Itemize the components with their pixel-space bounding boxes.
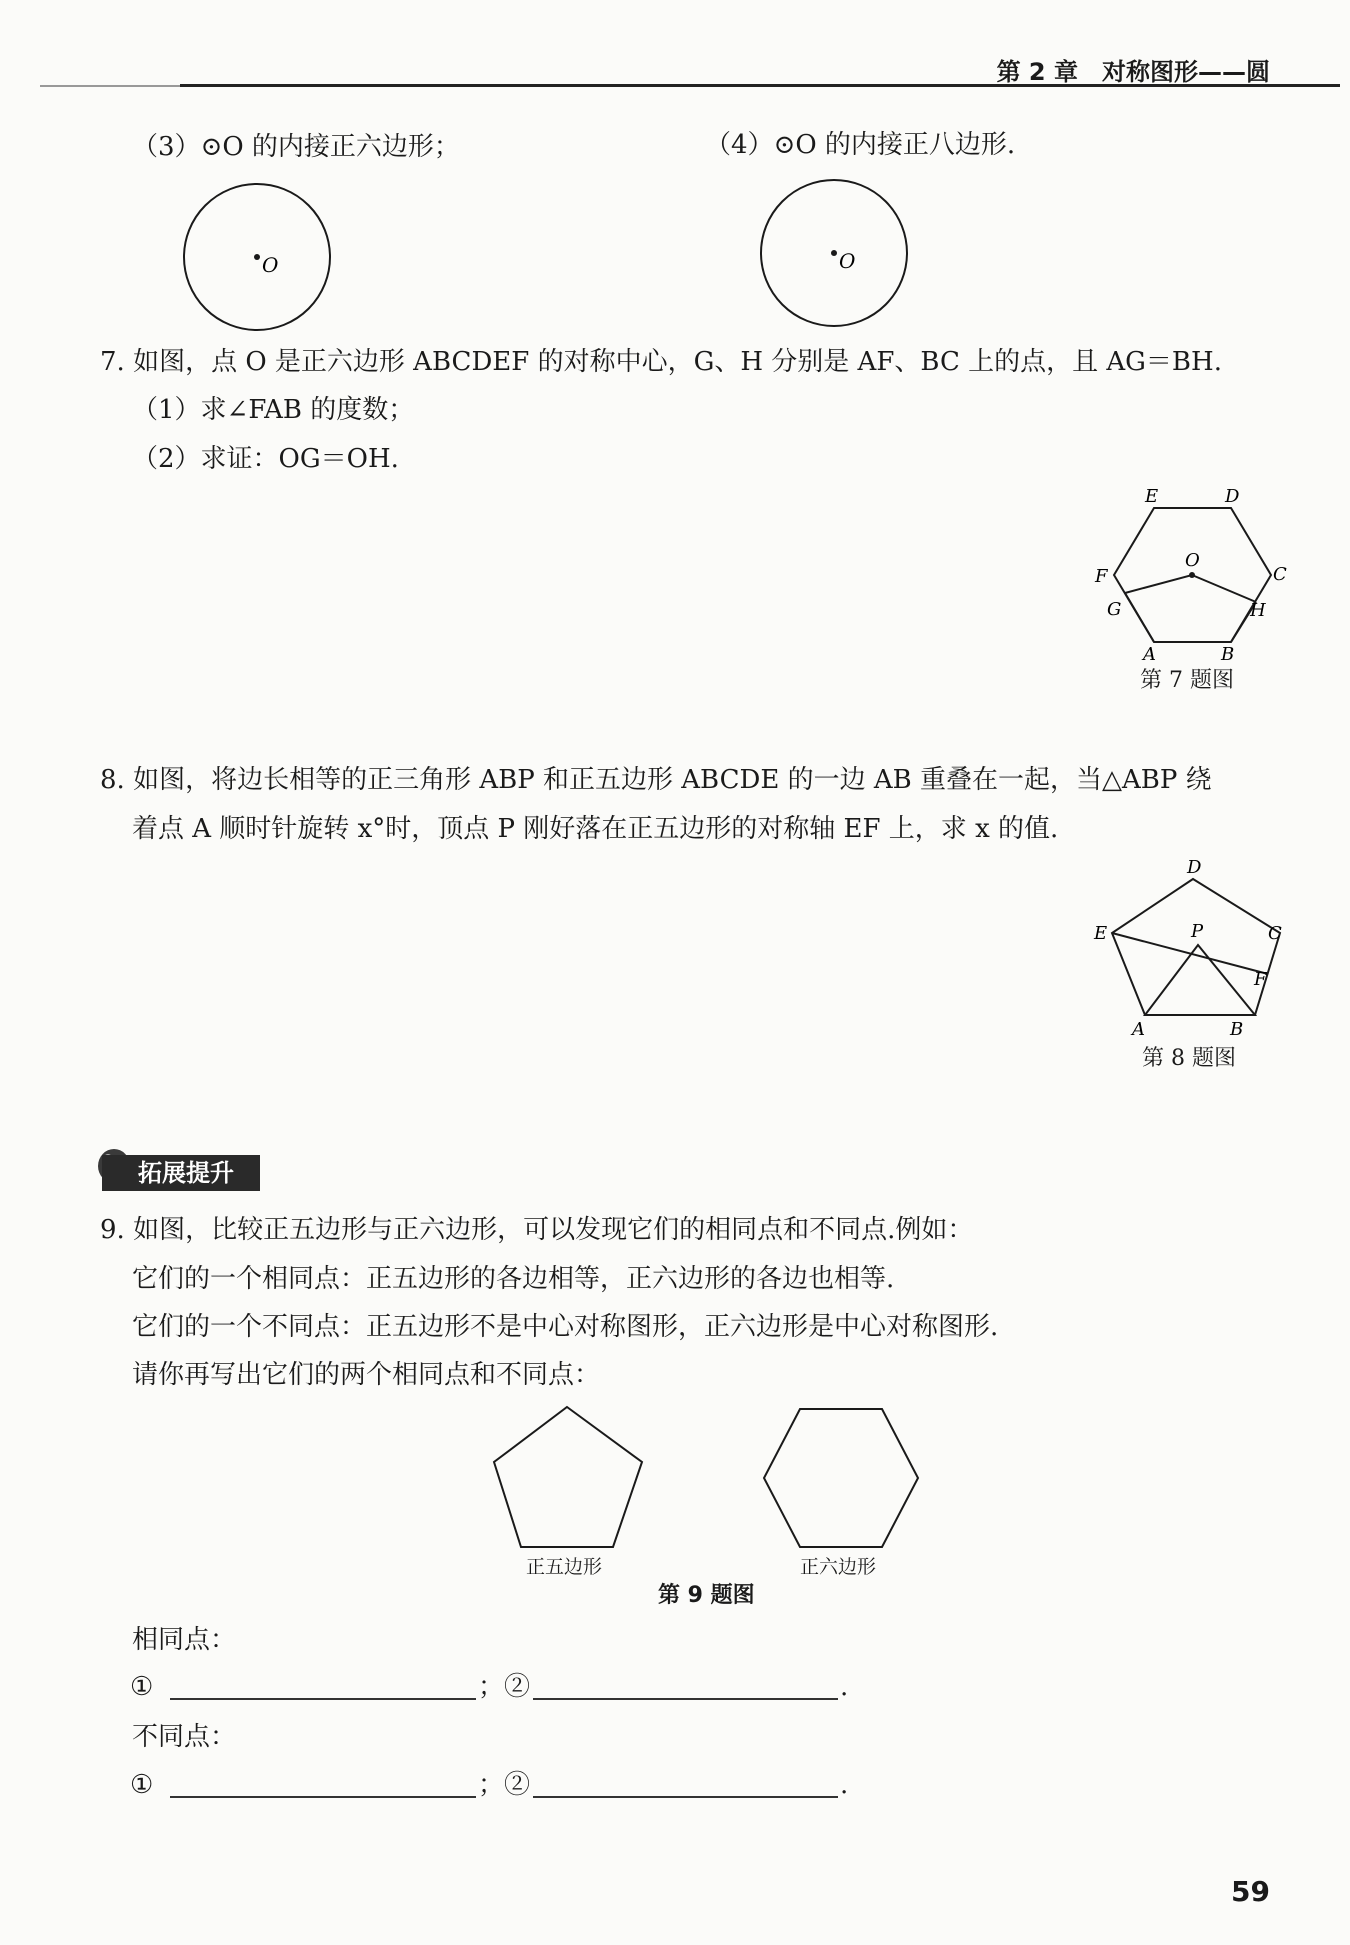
label-h: H xyxy=(1250,600,1266,621)
pentagon-label: 正五边形 xyxy=(526,1556,603,1578)
diff-points-label: 不同点： xyxy=(132,1722,237,1752)
segments-og-oh xyxy=(1125,575,1256,602)
diff-answer-blank-2[interactable] xyxy=(533,1796,838,1798)
label-b: B xyxy=(1221,644,1235,665)
label-d: D xyxy=(1225,486,1240,507)
header-rule-fade xyxy=(40,85,180,87)
same-end: . xyxy=(840,1672,849,1702)
label-c: C xyxy=(1273,564,1287,585)
diff-end: . xyxy=(840,1770,849,1800)
diff-answer-blank-1[interactable] xyxy=(170,1796,476,1798)
center-label: O xyxy=(839,249,856,273)
q9-line1: 9. 如图，比较正五边形与正六边形，可以发现它们的相同点和不同点.例如： xyxy=(100,1215,974,1245)
q7-stem: 7. 如图，点 O 是正六边形 ABCDEF 的对称中心，G、H 分别是 AF、BC 上的点，且 AG＝BH. xyxy=(100,347,1222,377)
q9-line2: 它们的一个相同点：正五边形的各边相等，正六边形的各边也相等. xyxy=(132,1264,895,1294)
axis-ef xyxy=(1112,933,1268,974)
same-mark-2: ；② xyxy=(478,1672,531,1702)
label-d: D xyxy=(1187,857,1202,878)
label-b: B xyxy=(1230,1019,1244,1040)
q7-caption: 第 7 题图 xyxy=(1140,668,1234,693)
same-points-label: 相同点： xyxy=(132,1625,237,1655)
q7-hexagon-figure xyxy=(1085,480,1295,680)
hexagon-label: 正六边形 xyxy=(800,1556,877,1578)
q9-hexagon-figure xyxy=(758,1405,928,1555)
diff-mark-1: ① xyxy=(130,1770,154,1800)
q8-line1: 8. 如图，将边长相等的正三角形 ABP 和正五边形 ABCDE 的一边 AB 重叠在一起，当△ABP 绕 xyxy=(100,765,1212,795)
label-c: C xyxy=(1268,923,1282,944)
label-e: E xyxy=(1094,923,1108,944)
regular-hexagon xyxy=(764,1409,918,1547)
chapter-title: 第 2 章 对称图形——圆 xyxy=(996,58,1270,86)
regular-pentagon xyxy=(494,1407,642,1547)
q6-part4-text: （4）⊙O 的内接正八边形. xyxy=(705,130,1016,160)
same-mark-1: ① xyxy=(130,1672,154,1702)
diff-mark-2: ；② xyxy=(478,1770,531,1800)
q8-pentagon-figure xyxy=(1090,855,1300,1045)
label-f: F xyxy=(1095,566,1108,587)
q8-line2: 着点 A 顺时针旋转 x°时，顶点 P 刚好落在正五边形的对称轴 EF 上，求 x 的值. xyxy=(132,814,1059,844)
label-p: P xyxy=(1191,921,1204,942)
header-rule xyxy=(180,84,1340,87)
q7-sub1: （1）求∠FAB 的度数； xyxy=(132,395,415,425)
center-dot xyxy=(831,250,837,256)
label-e: E xyxy=(1145,486,1159,507)
q9-pentagon-figure xyxy=(485,1400,655,1560)
section-title-badge: 拓展提升 xyxy=(102,1155,260,1191)
q9-line4: 请你再写出它们的两个相同点和不同点： xyxy=(132,1360,601,1390)
q6-part3-text: （3）⊙O 的内接正六边形； xyxy=(132,132,460,162)
same-answer-blank-1[interactable] xyxy=(170,1698,476,1700)
label-o: O xyxy=(1185,550,1200,571)
label-a: A xyxy=(1143,644,1156,665)
q9-caption: 第 9 题图 xyxy=(658,1583,755,1608)
q9-line3: 它们的一个不同点：正五边形不是中心对称图形，正六边形是中心对称图形. xyxy=(132,1312,999,1342)
same-answer-blank-2[interactable] xyxy=(533,1698,838,1700)
q7-sub2: （2）求证：OG＝OH. xyxy=(132,444,399,474)
label-a: A xyxy=(1132,1019,1145,1040)
q6-circle-figure-3 xyxy=(178,180,338,340)
label-f: F xyxy=(1254,969,1267,990)
q6-circle-figure-4 xyxy=(755,178,915,338)
page-number: 59 xyxy=(1231,1875,1270,1908)
center-o-dot xyxy=(1189,572,1195,578)
segment-ga xyxy=(1125,593,1154,642)
center-label: O xyxy=(262,253,279,277)
label-g: G xyxy=(1107,599,1122,620)
q8-caption: 第 8 题图 xyxy=(1142,1046,1236,1071)
center-dot xyxy=(254,254,260,260)
